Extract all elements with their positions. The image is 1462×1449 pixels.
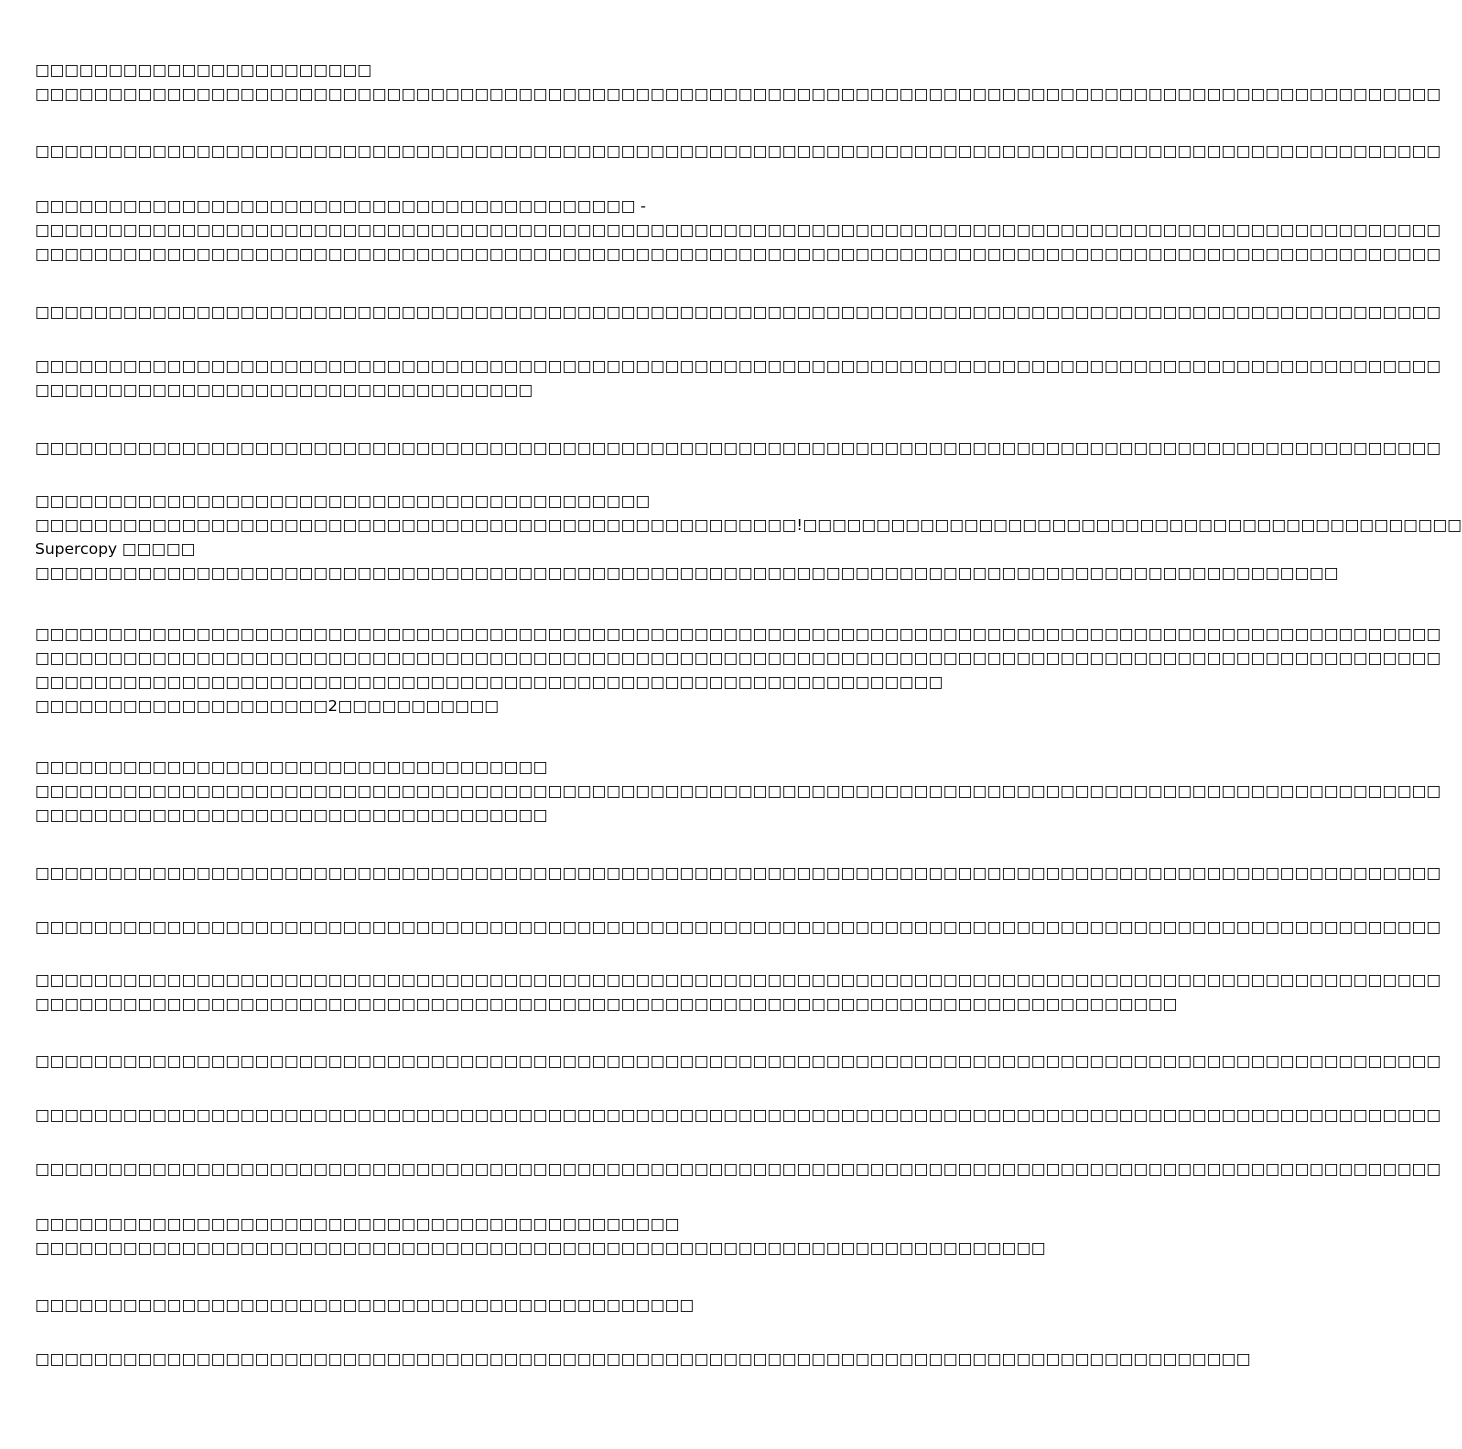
paragraph	[35, 58, 1441, 106]
text-line: □□□□□□□□□□□□□□□□□□□□□□□□□□□□□□□□□□□□□□□□□□□□□□□□□□□□□□□□□□□□□□□□□□□□□□□□□□□□□□□□□□□□□□□□□□□□□□□□	[35, 971, 1441, 989]
text-line: □□□□□□□□□□□□□□□□□□□□□□□□□□□□□□□□□□□□□□□□□□□□□□□□□□□□□□□□□□□□□□□□□□□□□□□□□□□□□□□□□□□□□□□□□□□□□□□□	[35, 782, 1441, 800]
paragraph	[35, 622, 1441, 718]
text-line: □□□□□□□□□□□□□□□□□□□□□□□□□□□□□□□□□□□□□□□□□□□□	[35, 1215, 680, 1233]
text-line: □□□□□□□□□□□□□□□□□□□□□□□□□□□□□□□□□□□□□□□□□□□□□□□□□□□□□□□□□□□□□□□□□□□□□	[35, 1239, 1046, 1257]
text-line: □□□□□□□□□□□□□□□□□□□□□□□□□□□□□□□□□□□□□□□□□□□□□□□□□□□□□□□□□□□□□□□□□□□□□□□□□□□□□□□□□□□□□□□□□□□□□□□□	[35, 918, 1441, 936]
paragraph	[35, 436, 1441, 460]
text-line: □□□□□□□□□□□□□□□□□□□□□□□□□□□□□□□□□□□□□□□□□□□□□□□□□□□□□□□□□□□□□□□□□□□□□□□□□□□□□□□□□□□□□□□□□□□□□□□□	[35, 864, 1441, 882]
text-line: □□□□□□□□□□□□□□□□□□□□□□□□□□□□□□□□□□□□□□□□□□	[35, 492, 651, 510]
paragraph	[35, 194, 1441, 266]
text-line: □□□□□□□□□□□□□□□□□□□□□□□□□□□□□□□□□□□□□□□□□□□□□□□□□□□□□□□□□□□□□□□□□□□□□□□□□□□□□□□□□□□□□□□□□□□□□□□□	[35, 85, 1441, 103]
paragraph	[35, 861, 1441, 885]
paragraph	[35, 1049, 1441, 1073]
text-line: □□□□□□□□□□□□□□□□□□□□□□□	[35, 61, 372, 79]
text-line: □□□□□□□□□□□□□□□□□□□□□□□□□□□□□□□□□□□	[35, 758, 548, 776]
paragraph	[35, 1103, 1441, 1127]
text-line: □□□□□□□□□□□□□□□□□□□□□□□□□□□□□□□□□□□□□□□□□□□□□□□□□□□□□□□□□□□□□□□□□□□□□□□□□□□□□□□□□□□□□□□□□	[35, 564, 1339, 582]
paragraph	[35, 139, 1441, 163]
paragraph	[35, 1157, 1441, 1181]
paragraph	[35, 1293, 990, 1317]
text-line: □□□□□□□□□□□□□□□□□□□□□□□□□□□□□□□□□□□□□□□□□□□□□□□□□□□□□□□□□□□□□□	[35, 673, 943, 691]
text-line: □□□□□□□□□□□□□□□□□□□□□□□□□□□□□□□□□□	[35, 381, 533, 399]
text-line: □□□□□□□□□□□□□□□□□□□□□□□□□□□□□□□□□□□□□□□□□□□□□□□□□□□□□□□□□□□□□□□□□□□□□□□□□□□□□□□□□□□□□□□□□□□□□□□□	[35, 221, 1441, 239]
text-line: □□□□□□□□□□□□□□□□□□□□□□□□□□□□□□□□□□□□□□□□□ -	[35, 197, 646, 215]
text-line: □□□□□□□□□□□□□□□□□□□□□□□□□□□□□□□□□□□□□□□□□□□□□□□□□□□□□□□□□□□□□□□□□□□□□□□□□□□□□□□□□□□□□□□□□□□□□□□□	[35, 303, 1441, 321]
paragraph	[35, 354, 1441, 402]
text-line: □□□□□□□□□□□□□□□□□□□□□□□□□□□□□□□□□□□□□□□□□□□□□□□□□□□□□□□□□□□□□□□□□□□□□□□□□□□□□□□□□□□□□□□□□□□□□□□□	[35, 439, 1441, 457]
paragraph	[35, 489, 1462, 585]
text-line: □□□□□□□□□□□□□□□□□□□□2□□□□□□□□□□□	[35, 697, 499, 715]
paragraph	[35, 755, 1441, 827]
text-line: □□□□□□□□□□□□□□□□□□□□□□□□□□□□□□□□□□□□□□□□□□□□□□□□□□□□□□□□□□□□□□□□□□□□□□□□□□□□□□□□□□□□□□□□□□□□□□□□	[35, 357, 1441, 375]
text-line: Supercopy □□□□□	[35, 540, 196, 558]
text-line: □□□□□□□□□□□□□□□□□□□□□□□□□□□□□□□□□□□□□□□□□□□□□□□□□□□□□□□□□□□□□□□□□□□□□□□□□□□□□□□□□□□□□□□□□□□□□□□□	[35, 1160, 1441, 1178]
text-line: □□□□□□□□□□□□□□□□□□□□□□□□□□□□□□□□□□□□□□□□□□□□□□□□□□□□!□□□□□□□□□□□□□□□□□□□□□□□□□□□□□□□□□□□□□□□□□□□□□	[35, 516, 1462, 534]
text-line: □□□□□□□□□□□□□□□□□□□□□□□□□□□□□□□□□□□□□□□□□□□□□□□□□□□□□□□□□□□□□□□□□□□□□□□□□□□□□□□□□□□□□□□□□□□□□□□□	[35, 1106, 1441, 1124]
text-line: □□□□□□□□□□□□□□□□□□□□□□□□□□□□□□□□□□□□□□□□□□□□□	[35, 1296, 695, 1314]
text-line: □□□□□□□□□□□□□□□□□□□□□□□□□□□□□□□□□□□□□□□□□□□□□□□□□□□□□□□□□□□□□□□□□□□□□□□□□□□□□□□□□□□	[35, 1350, 1251, 1368]
text-line: □□□□□□□□□□□□□□□□□□□□□□□□□□□□□□□□□□□□□□□□□□□□□□□□□□□□□□□□□□□□□□□□□□□□□□□□□□□□□□□□□□□□□□□□□□□□□□□□	[35, 142, 1441, 160]
text-line: □□□□□□□□□□□□□□□□□□□□□□□□□□□□□□□□□□□	[35, 806, 548, 824]
paragraph	[35, 968, 1441, 1016]
text-line: □□□□□□□□□□□□□□□□□□□□□□□□□□□□□□□□□□□□□□□□□□□□□□□□□□□□□□□□□□□□□□□□□□□□□□□□□□□□□□□□□□□□□□□□□□□□□□□□	[35, 649, 1441, 667]
text-line: □□□□□□□□□□□□□□□□□□□□□□□□□□□□□□□□□□□□□□□□□□□□□□□□□□□□□□□□□□□□□□□□□□□□□□□□□□□□□□□□□□□□□□□□□□□□□□□□	[35, 625, 1441, 643]
paragraph	[35, 1212, 1046, 1260]
text-line: □□□□□□□□□□□□□□□□□□□□□□□□□□□□□□□□□□□□□□□□□□□□□□□□□□□□□□□□□□□□□□□□□□□□□□□□□□□□□□□□□□□□□□□□□□□□□□□□	[35, 245, 1441, 263]
paragraph	[35, 1347, 1251, 1371]
paragraph	[35, 300, 1441, 324]
text-line: □□□□□□□□□□□□□□□□□□□□□□□□□□□□□□□□□□□□□□□□□□□□□□□□□□□□□□□□□□□□□□□□□□□□□□□□□□□□□□	[35, 995, 1178, 1013]
paragraph	[35, 915, 1441, 939]
text-line: □□□□□□□□□□□□□□□□□□□□□□□□□□□□□□□□□□□□□□□□□□□□□□□□□□□□□□□□□□□□□□□□□□□□□□□□□□□□□□□□□□□□□□□□□□□□□□□□	[35, 1052, 1441, 1070]
